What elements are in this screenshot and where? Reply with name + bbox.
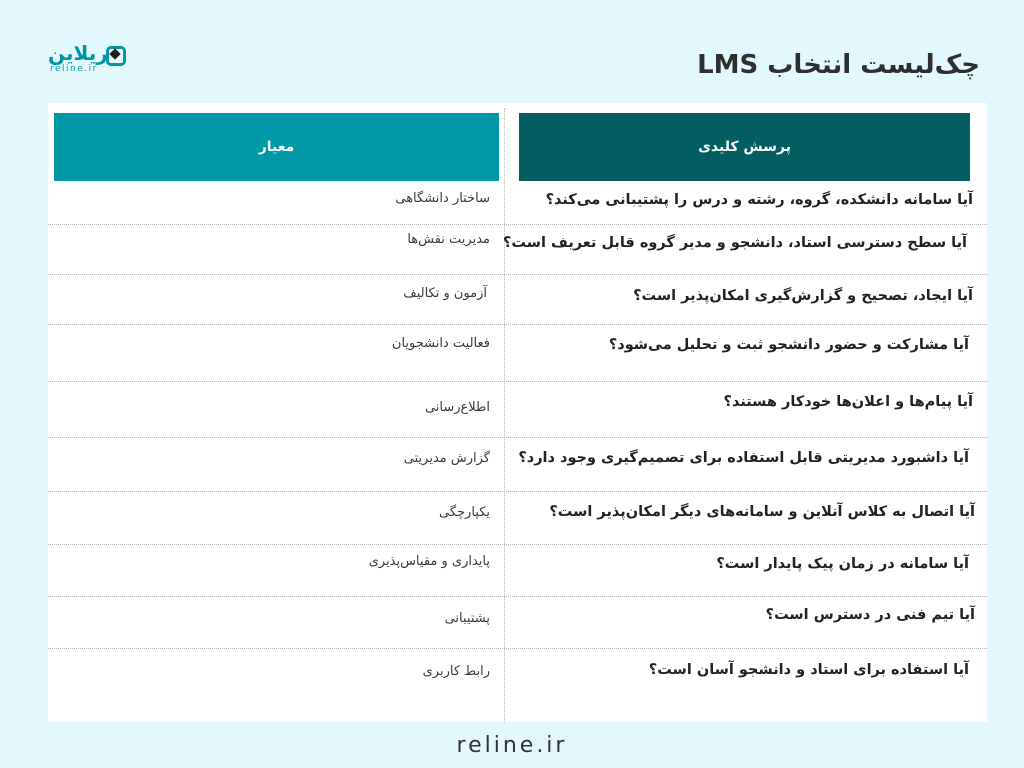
logo-text-fa: ریلاین (48, 41, 108, 65)
page-title: چک‌لیست انتخاب LMS (697, 50, 980, 80)
question-cell: آیا پیام‌ها و اعلان‌ها خودکار هستند؟ (723, 394, 973, 410)
header-criterion: معیار (54, 113, 499, 181)
question-cell: آیا تیم فنی در دسترس است؟ (765, 607, 975, 623)
question-cell: آیا سطح دسترسی استاد، دانشجو و مدیر گروه قابل تعریف است؟ (503, 235, 967, 251)
criterion-cell: آزمون و تکالیف (403, 286, 487, 301)
question-cell: آیا استفاده برای استاد و دانشجو آسان است؟ (648, 662, 969, 678)
table-row (48, 382, 987, 438)
criterion-cell: پشتیبانی (444, 611, 490, 626)
question-cell: آیا اتصال به کلاس آنلاین و سامانه‌های دیگر امکان‌پذیر است؟ (549, 504, 975, 520)
brand-logo (48, 42, 132, 76)
table-row (48, 181, 987, 225)
question-cell: آیا سامانه در زمان پیک پایدار است؟ (716, 556, 969, 572)
criterion-cell: اطلاع‌رسانی (424, 400, 490, 415)
criterion-cell: فعالیت دانشجویان (391, 336, 490, 351)
question-cell: آیا مشارکت و حضور دانشجو ثبت و تحلیل می‌شود؟ (608, 337, 969, 353)
table-row (48, 545, 987, 597)
criterion-cell: رابط کاربری (422, 664, 490, 679)
question-cell: آیا سامانه دانشکده، گروه، رشته و درس را پشتیبانی می‌کند؟ (545, 192, 973, 208)
logo-mark-icon (106, 46, 126, 66)
logo-text-en: reline.ir (50, 64, 98, 74)
criterion-cell: یکپارچگی (438, 505, 490, 520)
criterion-cell: مدیریت نقش‌ها (407, 232, 490, 247)
footer-url: reline.ir (456, 733, 568, 758)
checklist-table (48, 103, 987, 722)
table-row (48, 438, 987, 492)
table-row (48, 597, 987, 649)
criterion-cell: گزارش مدیریتی (403, 451, 490, 466)
criterion-cell: ساختار دانشگاهی (395, 191, 490, 206)
question-cell: آیا داشبورد مدیریتی قابل استفاده برای تصمیم‌گیری وجود دارد؟ (518, 450, 969, 466)
table-row (48, 225, 987, 275)
header-question: پرسش کلیدی (519, 113, 970, 181)
table-row (48, 325, 987, 382)
question-cell: آیا ایجاد، تصحیح و گزارش‌گیری امکان‌پذیر است؟ (633, 288, 973, 304)
table-row (48, 275, 987, 325)
criterion-cell: پایداری و مقیاس‌پذیری (368, 554, 490, 569)
table-row (48, 492, 987, 545)
table-row (48, 649, 987, 722)
